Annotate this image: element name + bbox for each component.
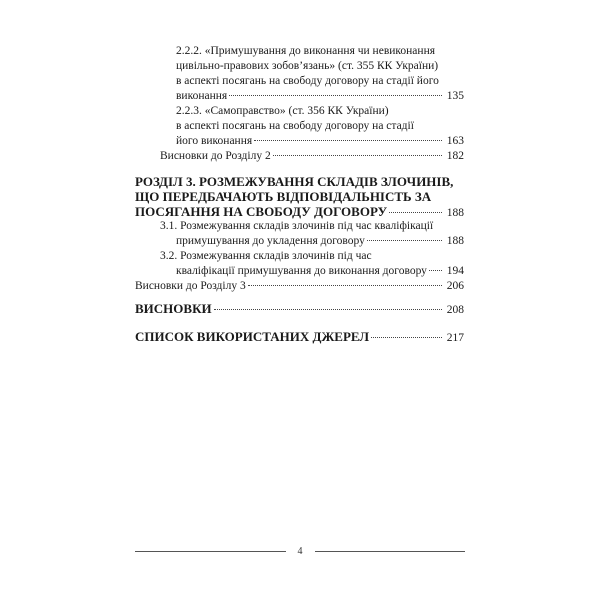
footer-rule-left [135, 551, 286, 552]
dot-leader [214, 309, 442, 310]
toc-entry-conclusions-ch2 [160, 149, 464, 164]
toc-entry-2-2-3 [176, 104, 389, 119]
toc-entry-row [176, 89, 464, 104]
toc-entry-row [176, 134, 464, 149]
page-number: 194 [446, 265, 464, 277]
entry-title-line: в аспекті посягань на свободу договору на стадії його [176, 75, 439, 87]
dot-leader [429, 270, 442, 271]
entry-title-line: кваліфікації примушування до виконання договору [176, 265, 427, 277]
footer-rule-right [315, 551, 466, 552]
entry-title-line: 3.2. Розмежування складів злочинів під час [160, 250, 372, 262]
dot-leader [248, 285, 442, 286]
toc-entry-conclusions-ch3 [135, 279, 464, 294]
toc-entry-2-2-2 [176, 44, 466, 59]
page-number: 188 [446, 235, 464, 247]
toc-entry-3-2 [176, 264, 464, 279]
entry-title-line: його виконання [176, 135, 253, 147]
entry-title-line: «Примушування до виконання чи невиконання [204, 45, 436, 57]
dot-leader [229, 95, 442, 96]
entry-title-line: виконання [176, 90, 228, 102]
page-number: 188 [446, 207, 464, 219]
entry-title: Висновки до Розділу 2 [160, 150, 271, 162]
dot-leader [254, 140, 442, 141]
chapter-title-line: РОЗДІЛ 3. РОЗМЕЖУВАННЯ СКЛАДІВ ЗЛОЧИНІВ, [135, 174, 454, 189]
toc-entry-sources [135, 329, 464, 346]
entry-title-line: «Самоправство» (ст. 356 КК України) [204, 105, 389, 117]
entry-title-line: 3.1. Розмежування складів злочинів під час кваліфікації [160, 220, 434, 232]
entry-title-line: в аспекті посягань на свободу договору на стадії [176, 120, 414, 132]
dot-leader [367, 240, 442, 241]
page-number: 206 [446, 280, 464, 292]
page-number: 135 [446, 90, 464, 102]
page-number: 182 [446, 150, 464, 162]
footer-page-number: 4 [297, 546, 303, 557]
entry-number: 2.2.3. [176, 105, 202, 117]
page-number: 208 [446, 304, 464, 316]
page-number: 217 [446, 332, 464, 344]
entry-title: Висновки до Розділу 3 [135, 280, 246, 292]
chapter-title-line: ЩО ПЕРЕДБАЧАЮТЬ ВІДПОВІДАЛЬНІСТЬ ЗА [135, 189, 432, 204]
chapter-title-line: ПОСЯГАННЯ НА СВОБОДУ ДОГОВОРУ [135, 204, 388, 219]
entry-title: ВИСНОВКИ [135, 301, 212, 316]
page-number: 163 [446, 135, 464, 147]
entry-number: 2.2.2. [176, 45, 202, 57]
toc-entry-3-1 [176, 234, 464, 249]
page-footer [135, 546, 465, 557]
entry-title-line: цивільно-правових зобов’язань» (ст. 355 КК України) [176, 60, 439, 72]
toc-entry-conclusions [135, 301, 464, 318]
dot-leader [389, 212, 442, 213]
dot-leader [273, 155, 442, 156]
dot-leader [371, 337, 442, 338]
entry-title-line: примушування до укладення договору [176, 235, 365, 247]
entry-title: СПИСОК ВИКОРИСТАНИХ ДЖЕРЕЛ [135, 329, 370, 344]
